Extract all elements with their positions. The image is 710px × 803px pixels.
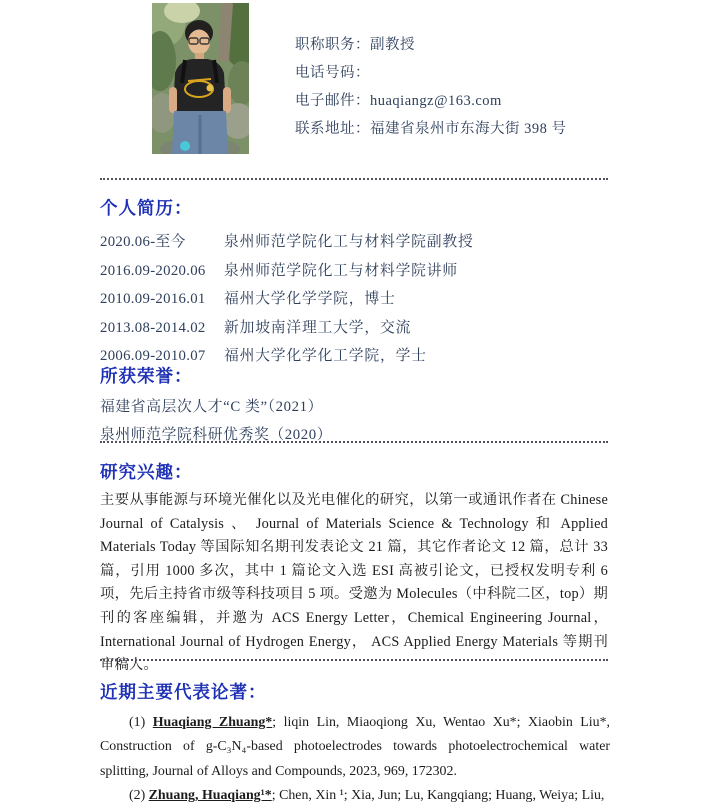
research-section-title: 研究兴趣： xyxy=(100,462,193,482)
title-label: 职称职务： xyxy=(295,37,370,53)
publication-lead-author: Huaqiang Zhuang* xyxy=(152,715,273,730)
resume-detail: 泉州师范学院化工与材料学院讲师 xyxy=(224,262,458,279)
resume-detail: 福州大学化学学院，博士 xyxy=(224,291,396,308)
resume-detail: 泉州师范学院化工与材料学院副教授 xyxy=(224,234,474,250)
resume-detail: 新加坡南洋理工大学，交流 xyxy=(224,319,412,336)
honor-item: 泉州师范学院科研优秀奖（2020） xyxy=(100,427,333,444)
publication-number: (1) xyxy=(129,715,153,730)
resume-entry xyxy=(100,228,608,257)
honors-section-title: 所获荣誉： xyxy=(100,366,193,386)
address-label: 联系地址： xyxy=(295,121,370,137)
address-row xyxy=(295,115,625,143)
publications-section-title: 近期主要代表论著： xyxy=(100,682,267,702)
publication-item xyxy=(100,711,610,784)
dotted-divider xyxy=(100,659,608,661)
publication-item xyxy=(100,784,610,803)
resume-period: 2013.08-2014.02 xyxy=(100,319,206,336)
profile-photo-image xyxy=(152,3,249,154)
email-row xyxy=(295,87,625,115)
title-value: 副教授 xyxy=(370,37,415,53)
publication-lead-author: Zhuang, Huaqiang¹* xyxy=(148,788,272,803)
honor-item: 福建省高层次人才“C 类”（2021） xyxy=(100,399,324,415)
publication-citation: ; Chen, Xin ¹; Xia, Jun; Lu, Kangqiang; Huang, Weiya; Liu, xyxy=(271,788,605,803)
publications-list xyxy=(100,711,610,803)
phone-label: 电话号码： xyxy=(295,65,370,81)
contact-info xyxy=(295,31,625,143)
publication-citation: ; liqin Lin, Miaoqiong Xu, Wentao Xu*; Xiaobin Liu*, Construction of g-C₃N₄-based photoelectrodes towards photoelectrochemical water splitting, Journal of Alloys and Compounds, 2023, 969, 172302. xyxy=(100,715,610,779)
address-value: 福建省泉州市东海大街 398 号 xyxy=(370,121,567,137)
resume-entry xyxy=(100,257,608,286)
phone-row xyxy=(295,59,625,87)
resume-entry xyxy=(100,285,608,314)
publication-number: (2) xyxy=(129,788,149,803)
research-paragraph: 主要从事能源与环境光催化以及光电催化的研究，以第一或通讯作者在 Chinese Journal of Catalysis 、 Journal of Materials Science & Technology 和 Applied Materials Today 等国际知名期刊发表论文 21 篇，其它作者论文 12 篇，总计 33 篇，引用 1000 多次，其中 1 篇论文入选 ESI 高被引论文，已授权发明专利 6 项，先后主持省市级等科技项目 5 项。受邀为 Molecules（中科院二区，top）期刊的客座编辑，并邀为 ACS Energy Letter，Chemical Engineering Journal，International Journal of Hydrogen Energy， ACS Applied Energy Materials 等期刊审稿人。 xyxy=(100,492,608,674)
resume-entry xyxy=(100,314,608,343)
dotted-divider xyxy=(100,441,608,443)
dotted-divider xyxy=(100,178,608,180)
resume-section-title: 个人简历： xyxy=(100,198,193,218)
email-value: huaqiangz@163.com xyxy=(370,93,502,109)
email-label: 电子邮件： xyxy=(295,93,370,109)
resume-list xyxy=(100,228,608,371)
resume-detail: 福州大学化学化工学院，学士 xyxy=(224,348,427,365)
resume-period: 2016.09-2020.06 xyxy=(100,262,206,279)
resume-period: 2020.06-至今 xyxy=(100,234,186,250)
profile-photo xyxy=(152,3,249,154)
resume-period: 2006.09-2010.07 xyxy=(100,348,206,365)
title-row xyxy=(295,31,625,59)
resume-period: 2010.09-2016.01 xyxy=(100,291,206,308)
